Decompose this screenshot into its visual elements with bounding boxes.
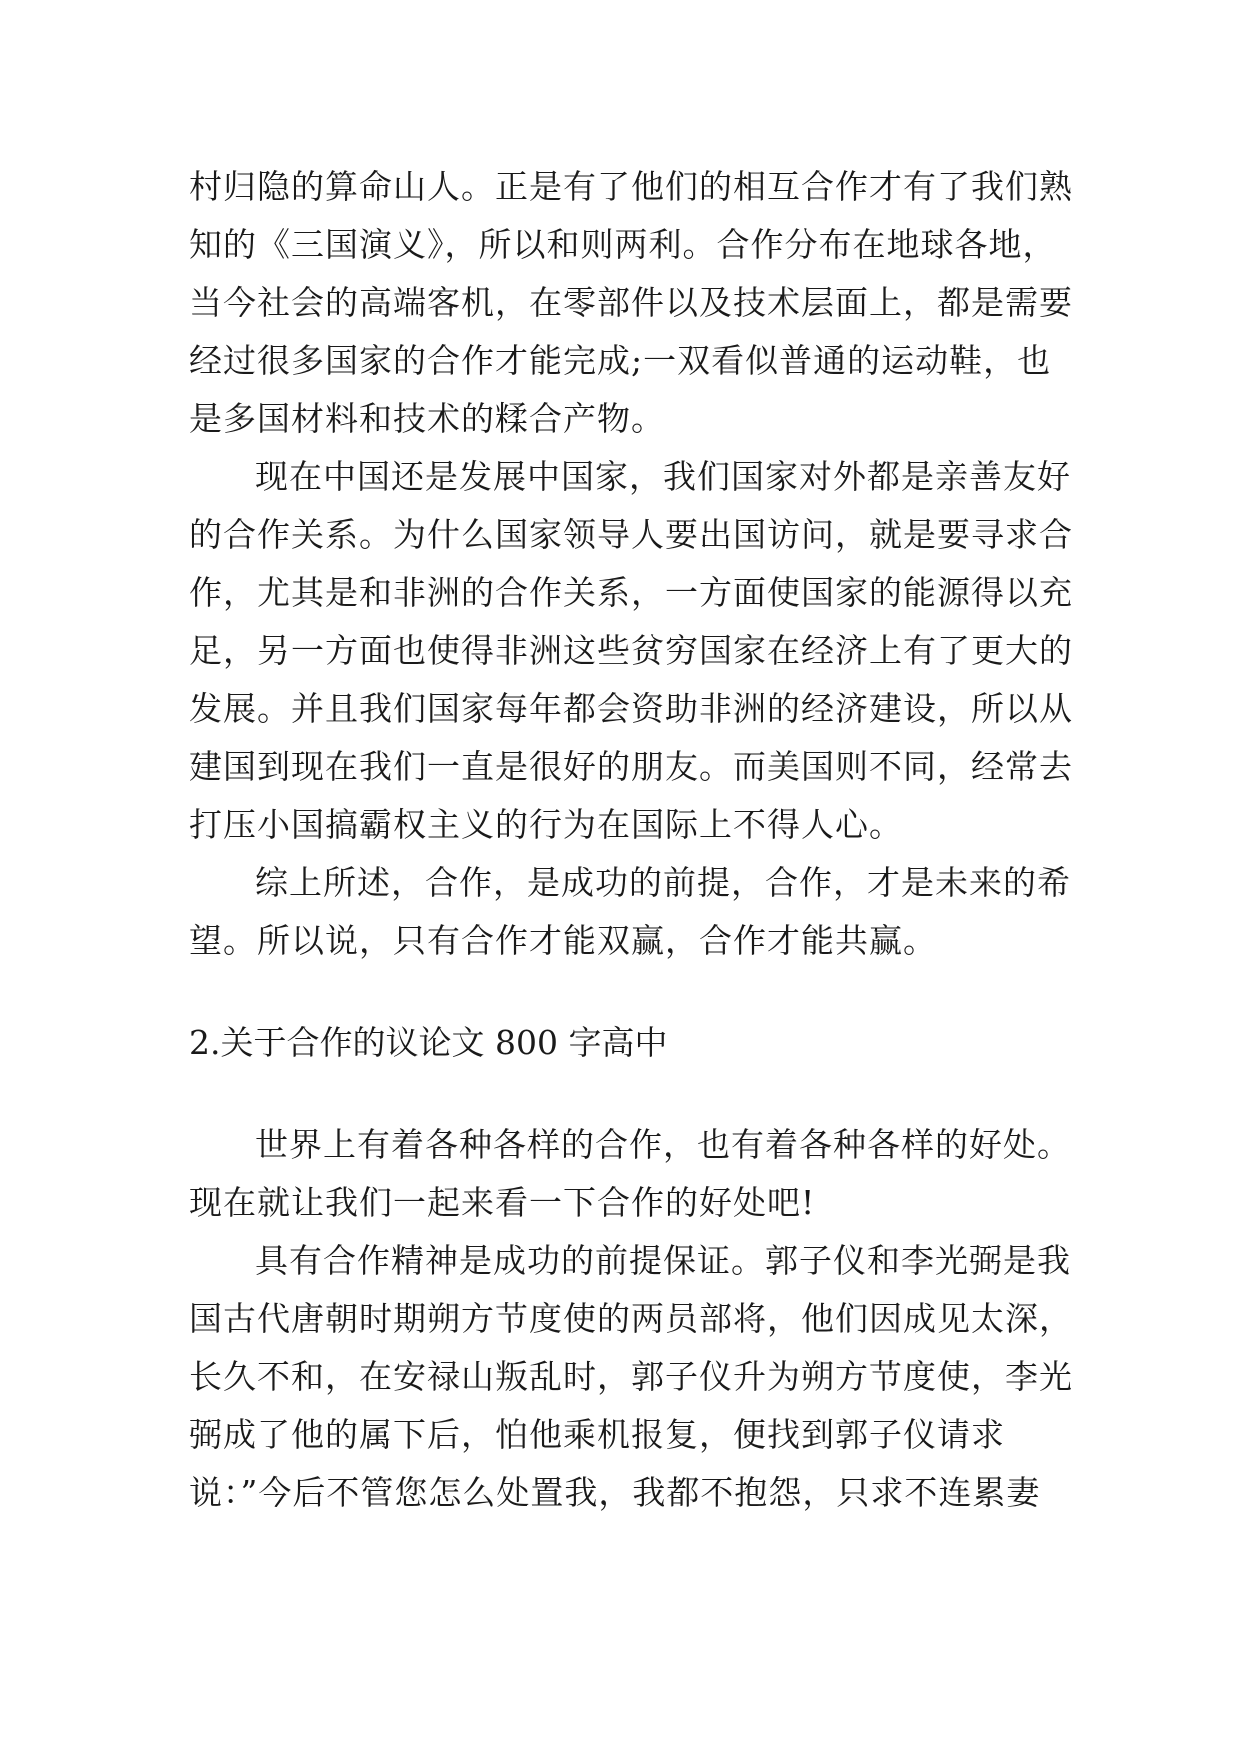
text-line: 足，另一方面也使得非洲这些贫穷国家在经济上有了更大的 bbox=[189, 631, 1073, 670]
text-line: 国古代唐朝时期朔方节度使的两员部将，他们因成见太深， bbox=[189, 1299, 1073, 1338]
text-line: 综上所述，合作，是成功的前提，合作，才是未来的希 bbox=[255, 863, 1071, 902]
text-line: 的合作关系。为什么国家领导人要出国访问，就是要寻求合 bbox=[189, 515, 1073, 554]
text-line: 当今社会的高端客机，在零部件以及技术层面上，都是需要 bbox=[189, 283, 1073, 322]
text-line: 村归隐的算命山人。正是有了他们的相互合作才有了我们熟 bbox=[189, 167, 1073, 206]
text-line: 望。所以说，只有合作才能双赢，合作才能共赢。 bbox=[189, 921, 937, 960]
paragraph bbox=[189, 158, 1073, 448]
text-line: 是多国材料和技术的糅合产物。 bbox=[189, 399, 665, 438]
text-line: 世界上有着各种各样的合作，也有着各种各样的好处。 bbox=[255, 1125, 1071, 1164]
text-line: 弼成了他的属下后，怕他乘机报复，便找到郭子仪请求 bbox=[189, 1415, 1005, 1454]
text-line: 经过很多国家的合作才能完成;一双看似普通的运动鞋，也 bbox=[189, 341, 1052, 380]
text-line: 现在中国还是发展中国家，我们国家对外都是亲善友好 bbox=[255, 457, 1071, 496]
text-line: 知的《三国演义》，所以和则两利。合作分布在地球各地， bbox=[189, 225, 1057, 264]
text-line: 发展。并且我们国家每年都会资助非洲的经济建设，所以从 bbox=[189, 689, 1073, 728]
text-line: 作，尤其是和非洲的合作关系，一方面使国家的能源得以充 bbox=[189, 573, 1073, 612]
paragraph bbox=[189, 1116, 1071, 1232]
text-line: 长久不和，在安禄山叛乱时，郭子仪升为朔方节度使，李光 bbox=[189, 1357, 1073, 1396]
document-page bbox=[189, 158, 1073, 1522]
section-heading: 2.关于合作的议论文 800 字高中 bbox=[189, 1023, 668, 1062]
text-line: 说：”今后不管您怎么处置我，我都不抱怨，只求不连累妻 bbox=[189, 1473, 1041, 1512]
text-line: 打压小国搞霸权主义的行为在国际上不得人心。 bbox=[189, 805, 903, 844]
paragraph bbox=[189, 448, 1073, 854]
text-line: 具有合作精神是成功的前提保证。郭子仪和李光弼是我 bbox=[255, 1241, 1071, 1280]
paragraph bbox=[189, 1232, 1073, 1522]
text-line: 现在就让我们一起来看一下合作的好处吧! bbox=[189, 1183, 816, 1222]
paragraph bbox=[189, 854, 1071, 970]
text-line: 建国到现在我们一直是很好的朋友。而美国则不同，经常去 bbox=[189, 747, 1073, 786]
